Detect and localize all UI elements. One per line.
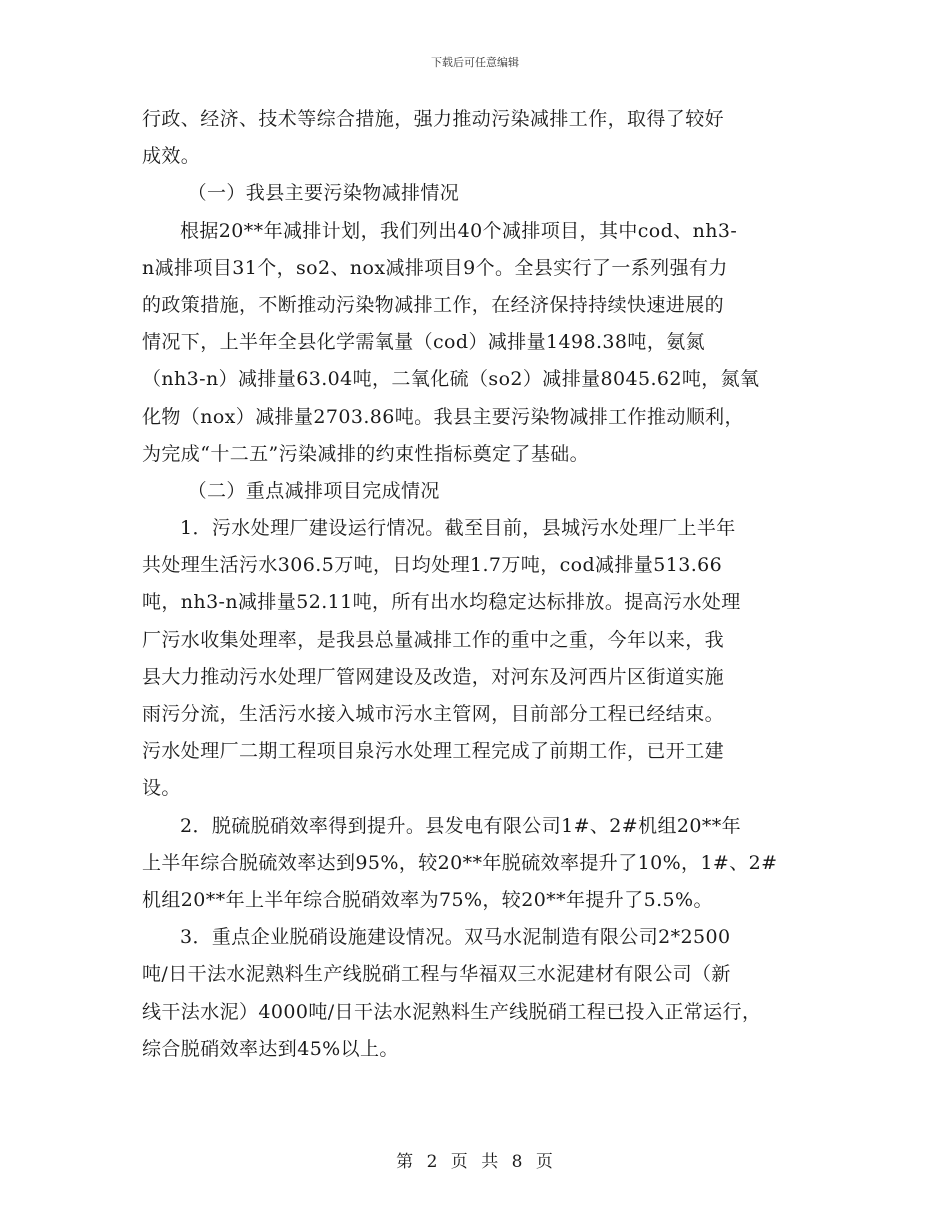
text-line: 的政策措施，不断推动污染物减排工作，在经济保持持续快速进展的 <box>142 293 725 316</box>
text-line: 成效。 <box>142 145 201 168</box>
text-line: 共处理生活污水306.5万吨，日均处理1.7万吨，cod减排量513.66 <box>142 554 723 577</box>
page-header: 下载后可任意编辑 <box>431 56 519 69</box>
section-heading <box>142 175 812 212</box>
text-line: 机组20**年上半年综合脱硝效率为75%，较20**年提升了5.5%。 <box>142 888 713 911</box>
page-number-footer: 第 2 页 共 8 页 <box>396 1152 554 1172</box>
text-line: 化物（nox）减排量2703.86吨。我县主要污染物减排工作推动顺利， <box>142 405 744 428</box>
text-line: （二）重点减排项目完成情况 <box>187 479 440 502</box>
paragraph <box>142 510 812 808</box>
text-line: 1．污水处理厂建设运行情况。截至目前，县城污水处理厂上半年 <box>180 517 736 540</box>
text-line: 污水处理厂二期工程项目泉污水处理工程完成了前期工作，已开工建 <box>142 740 725 763</box>
text-line: （一）我县主要污染物减排情况 <box>187 182 460 205</box>
paragraph <box>142 213 812 473</box>
text-line: 吨/日干法水泥熟料生产线脱硝工程与华福双三水泥建材有限公司（新 <box>142 963 731 986</box>
paragraph <box>142 919 812 1068</box>
text-line: 为完成“十二五”污染减排的约束性指标奠定了基础。 <box>142 442 590 465</box>
text-line: （nh3-n）减排量63.04吨，二氧化硫（so2）减排量8045.62吨，氮氧 <box>142 368 760 391</box>
text-line: 雨污分流，生活污水接入城市污水主管网，目前部分工程已经结束。 <box>142 703 725 725</box>
text-line: 厂污水收集处理率，是我县总量减排工作的重中之重，今年以来，我 <box>142 628 725 651</box>
paragraph <box>142 101 812 175</box>
document-body <box>142 101 812 1068</box>
text-line: 综合脱硝效率达到45%以上。 <box>142 1037 399 1060</box>
text-line: 县大力推动污水处理厂管网建设及改造，对河东及河西片区街道实施 <box>142 665 725 688</box>
text-line: 吨，nh3-n减排量52.11吨，所有出水均稳定达标排放。提高污水处理 <box>142 591 741 614</box>
text-line: 3．重点企业脱硝设施建设情况。双马水泥制造有限公司2*2500 <box>180 926 731 949</box>
text-line: 行政、经济、技术等综合措施，强力推动污染减排工作，取得了较好 <box>142 108 725 130</box>
text-line: 情况下，上半年全县化学需氧量（cod）减排量1498.38吨，氨氮 <box>142 331 706 354</box>
text-line: n减排项目31个，so2、nox减排项目9个。全县实行了一系列强有力 <box>142 256 728 279</box>
text-line: 根据20**年减排计划，我们列出40个减排项目，其中cod、nh3- <box>180 219 738 242</box>
section-heading <box>142 473 812 510</box>
text-line: 2．脱硫脱硝效率得到提升。县发电有限公司1#、2#机组20**年 <box>180 814 742 837</box>
paragraph <box>142 808 812 920</box>
text-line: 线干法水泥）4000吨/日干法水泥熟料生产线脱硝工程已投入正常运行， <box>142 1000 762 1023</box>
text-line: 设。 <box>142 777 181 800</box>
text-line: 上半年综合脱硫效率达到95%，较20**年脱硫效率提升了10%，1#、2# <box>142 851 778 874</box>
